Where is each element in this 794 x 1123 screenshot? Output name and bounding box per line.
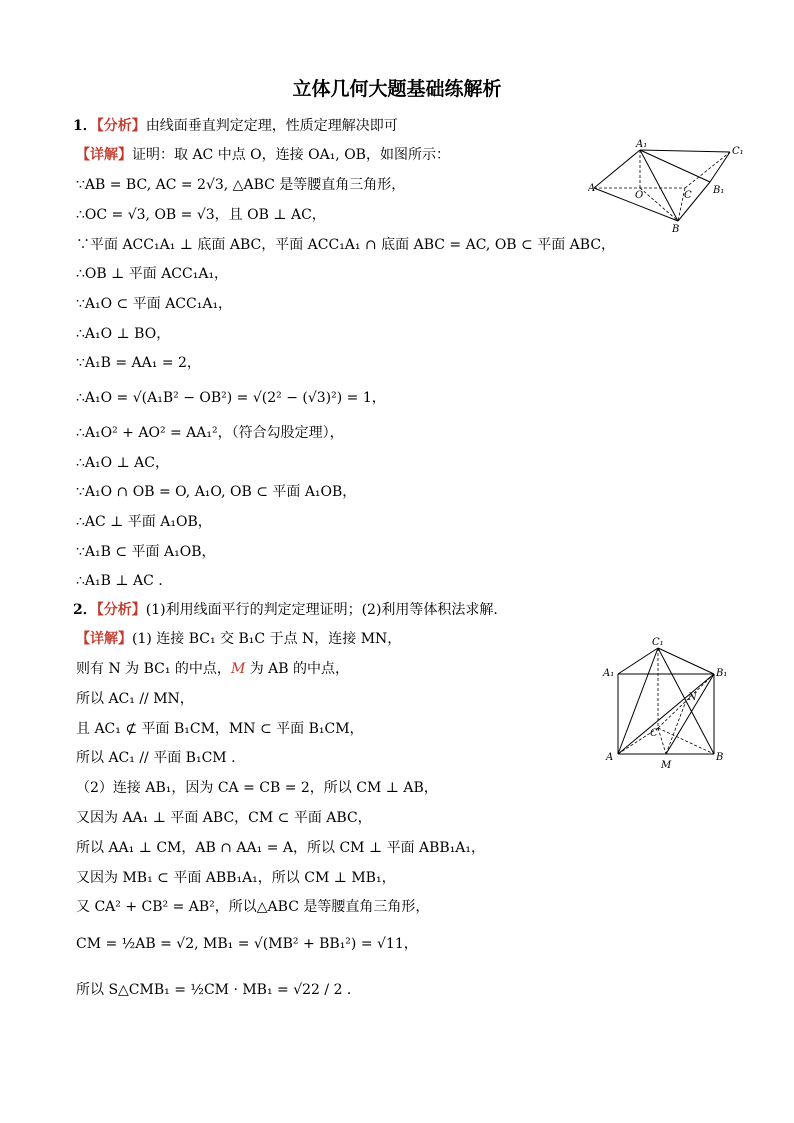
p2-analysis-line [73,600,498,620]
p2-line-5: 所以 AA₁ ⊥ CM，AB ∩ AA₁ = A，所以 CM ⊥ 平面 ABB₁A₁， [76,840,486,856]
fig2-label-N: N [688,692,697,703]
fig2-label-A1: A₁ [603,668,615,679]
fig1-label-C1: C₁ [732,146,744,157]
p1-line-11: ∵A₁O ∩ OB = O, A₁O, OB ⊂ 平面 A₁OB， [76,484,357,500]
p2-first-line: (1) 连接 BC₁ 交 B₁C 于点 N，连接 MN， [132,631,402,647]
p1-line-9: ∴A₁O² + AO² = AA₁²，（符合勾股定理）， [76,425,344,441]
page-title: 立体几何大题基础练解析 [292,78,502,100]
p2-line2a: 则有 N 为 BC₁ 的中点， [76,661,231,677]
p1-line-5: ∵A₁O ⊂ 平面 ACC₁A₁， [76,296,233,312]
fig1-label-A1: A₁ [636,139,648,150]
p2-line-8: CM = ½AB = √2, MB₁ = √(MB² + BB₁²) = √11， [76,936,418,952]
fig2-label-C1: C₁ [652,637,664,648]
p1-line-0: 证明：取 AC 中点 O，连接 OA₁, OB，如图所示： [132,147,450,163]
p1-line-6: ∴A₁O ⊥ BO， [76,326,171,342]
p2-line-4: 又因为 AA₁ ⊥ 平面 ABC，CM ⊂ 平面 ABC， [76,810,372,826]
p1-detail-line [76,145,450,165]
p2-number: 2． [73,602,97,618]
p1-line-2: ∴OC = √3, OB = √3，且 OB ⊥ AC， [76,207,326,223]
fig2-label-B1: B₁ [716,668,728,679]
p2-midpoint-line [76,659,349,679]
p2-line2b: 为 AB 的中点， [245,661,350,677]
p1-line-13: ∵A₁B ⊂ 平面 A₁OB， [76,544,216,560]
fig2-label-A: A [606,752,614,763]
p1-analysis-line [73,116,398,136]
p1-number: 1． [73,118,97,134]
p1-analysis-text: 由线面垂直判定定理，性质定理解决即可 [145,118,398,134]
p2-detail-tag: 【详解】 [76,631,132,647]
p1-line-8: ∴A₁O = √(A₁B² − OB²) = √(2² − (√3)²) = 1， [76,390,386,406]
p1-line-12: ∴AC ⊥ 平面 A₁OB， [76,514,212,530]
p2-line-2: 所以 AC₁ // 平面 B₁CM . [76,750,236,766]
p1-line-4: ∴OB ⊥ 平面 ACC₁A₁， [76,266,229,282]
fig1-label-O: O [635,190,644,201]
figure-1-prism [588,138,748,238]
p2-line-3: （2）连接 AB₁，因为 CA = CB = 2，所以 CM ⊥ AB， [76,780,438,796]
p2-line-7: 又 CA² + CB² = AB²，所以△ABC 是等腰直角三角形， [76,899,430,915]
fig2-label-B: B [716,752,724,763]
p1-line-10: ∴A₁O ⊥ AC， [76,455,169,471]
p2-analysis-tag: 【分析】 [96,602,146,618]
figure-2-prism [600,636,740,776]
p1-line-1: ∵AB = BC, AC = 2√3, △ABC 是等腰直角三角形， [76,177,406,193]
p1-line-7: ∵A₁B = AA₁ = 2， [76,355,201,371]
p1-line-3: ∵平面 ACC₁A₁ ⊥ 底面 ABC，平面 ACC₁A₁ ∩ 底面 ABC = AC, OB ⊂ 平面 ABC， [76,237,616,253]
fig1-label-A: A [588,183,596,194]
p2-line-9: 所以 S△CMB₁ = ½CM · MB₁ = √22 / 2 . [76,982,352,998]
p2-line-6: 又因为 MB₁ ⊂ 平面 ABB₁A₁，所以 CM ⊥ MB₁， [76,870,396,886]
p2-analysis-text: (1)利用线面平行的判定定理证明；(2)利用等体积法求解. [145,602,498,618]
fig2-label-M: M [661,760,672,771]
fig1-label-C: C [684,190,692,201]
p2-line2-m: M [230,661,246,677]
fig2-label-C: C [650,728,658,739]
p2-line-0: 所以 AC₁ // MN， [76,691,194,707]
p1-analysis-tag: 【分析】 [96,118,146,134]
fig1-label-B: B [672,224,680,235]
fig1-label-B1: B₁ [713,185,725,196]
p1-line-14: ∴A₁B ⊥ AC . [76,573,163,589]
p2-line-1: 且 AC₁ ⊄ 平面 B₁CM，MN ⊂ 平面 B₁CM， [76,721,364,737]
p1-detail-tag: 【详解】 [76,147,132,163]
p2-detail-line [76,629,401,649]
